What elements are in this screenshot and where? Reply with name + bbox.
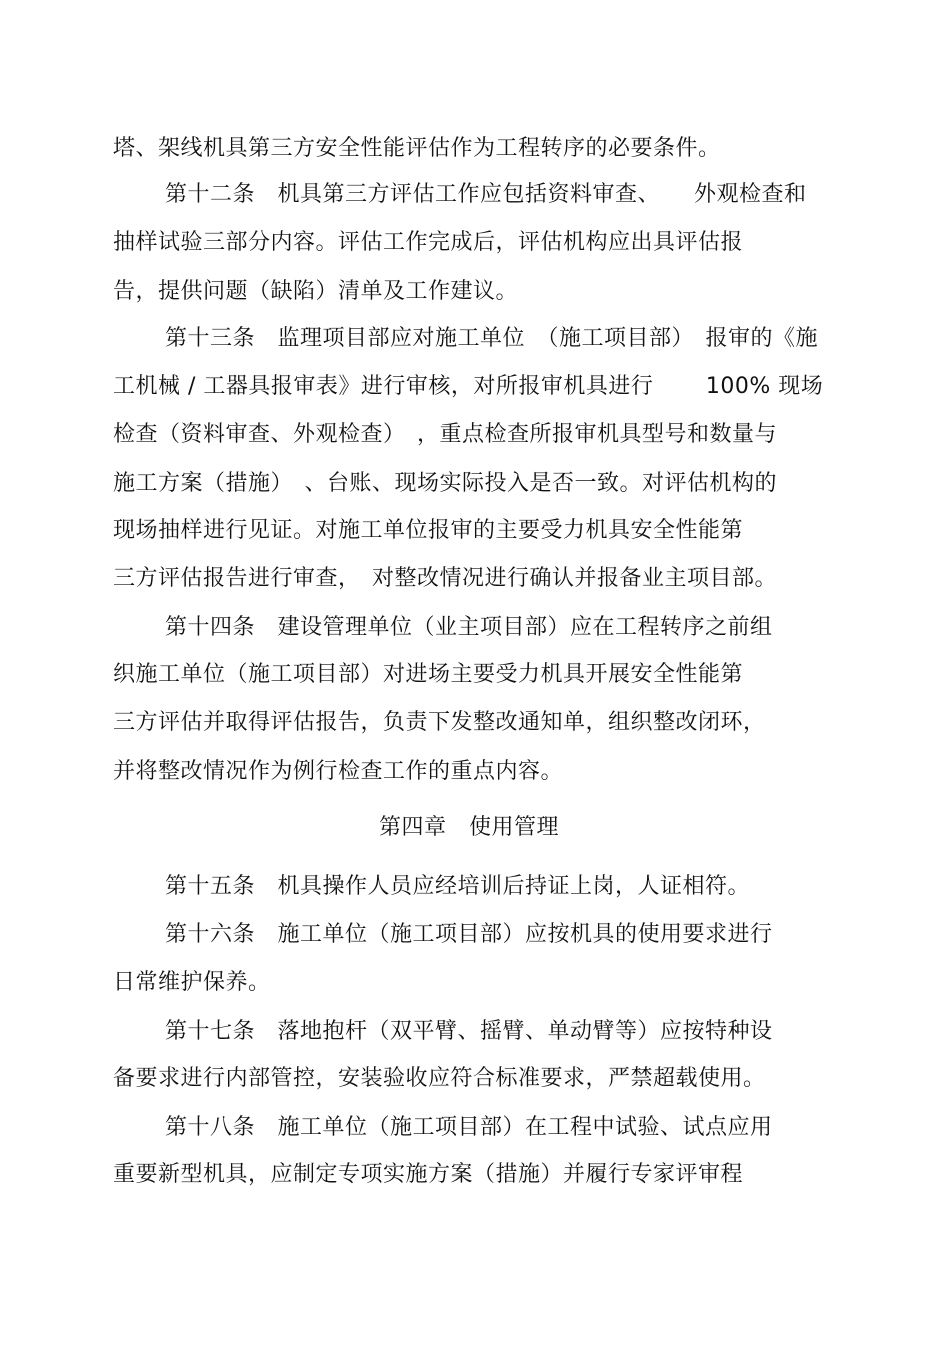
text-line: 施工方案（措施） 、台账、现场实际投入是否一致。对评估机构的: [113, 471, 778, 496]
article-13-line: 第十三条 监理项目部应对施工单位 （施工项目部） 报审的《施: [165, 326, 819, 351]
text-line: 现场抽样进行见证。对施工单位报审的主要受力机具安全性能第: [113, 518, 744, 543]
text-line: 告，提供问题（缺陷）清单及工作建议。: [113, 279, 519, 304]
text-line: 抽样试验三部分内容。评估工作完成后，评估机构应出具评估报: [113, 230, 744, 255]
text-line: 重要新型机具，应制定专项实施方案（措施）并履行专家评审程: [113, 1162, 744, 1187]
text-line: 塔、架线机具第三方安全性能评估作为工程转序的必要条件。: [113, 136, 721, 161]
article-16-line: 第十六条 施工单位（施工项目部）应按机具的使用要求进行: [165, 922, 773, 947]
article-12-line: 第十二条 机具第三方评估工作应包括资料审查、 外观检查和: [165, 182, 807, 207]
chapter-heading: 第四章 使用管理: [379, 815, 560, 840]
text-line: 工机械 / 工器具报审表》进行审核，对所报审机具进行 100% 现场: [113, 374, 824, 399]
article-17-line: 第十七条 落地抱杆（双平臂、摇臂、单动臂等）应按特种设: [165, 1019, 773, 1044]
text-line: 备要求进行内部管控，安装验收应符合标准要求，严禁超载使用。: [113, 1066, 766, 1091]
text-line: 日常维护保养。: [113, 970, 271, 995]
text-line: 三方评估报告进行审查， 对整改情况进行确认并报备业主项目部。: [113, 566, 778, 591]
article-18-line: 第十八条 施工单位（施工项目部）在工程中试验、试点应用: [165, 1115, 773, 1140]
article-14-line: 第十四条 建设管理单位（业主项目部）应在工程转序之前组: [165, 615, 773, 640]
text-line: 并将整改情况作为例行检查工作的重点内容。: [113, 759, 564, 784]
text-line: 检查（资料审查、外观检查） ，重点检查所报审机具型号和数量与: [113, 422, 778, 447]
text-line: 三方评估并取得评估报告，负责下发整改通知单，组织整改闭环，: [113, 710, 766, 735]
text-line: 织施工单位（施工项目部）对进场主要受力机具开展安全性能第: [113, 662, 744, 687]
article-15-line: 第十五条 机具操作人员应经培训后持证上岗，人证相符。: [165, 874, 751, 899]
